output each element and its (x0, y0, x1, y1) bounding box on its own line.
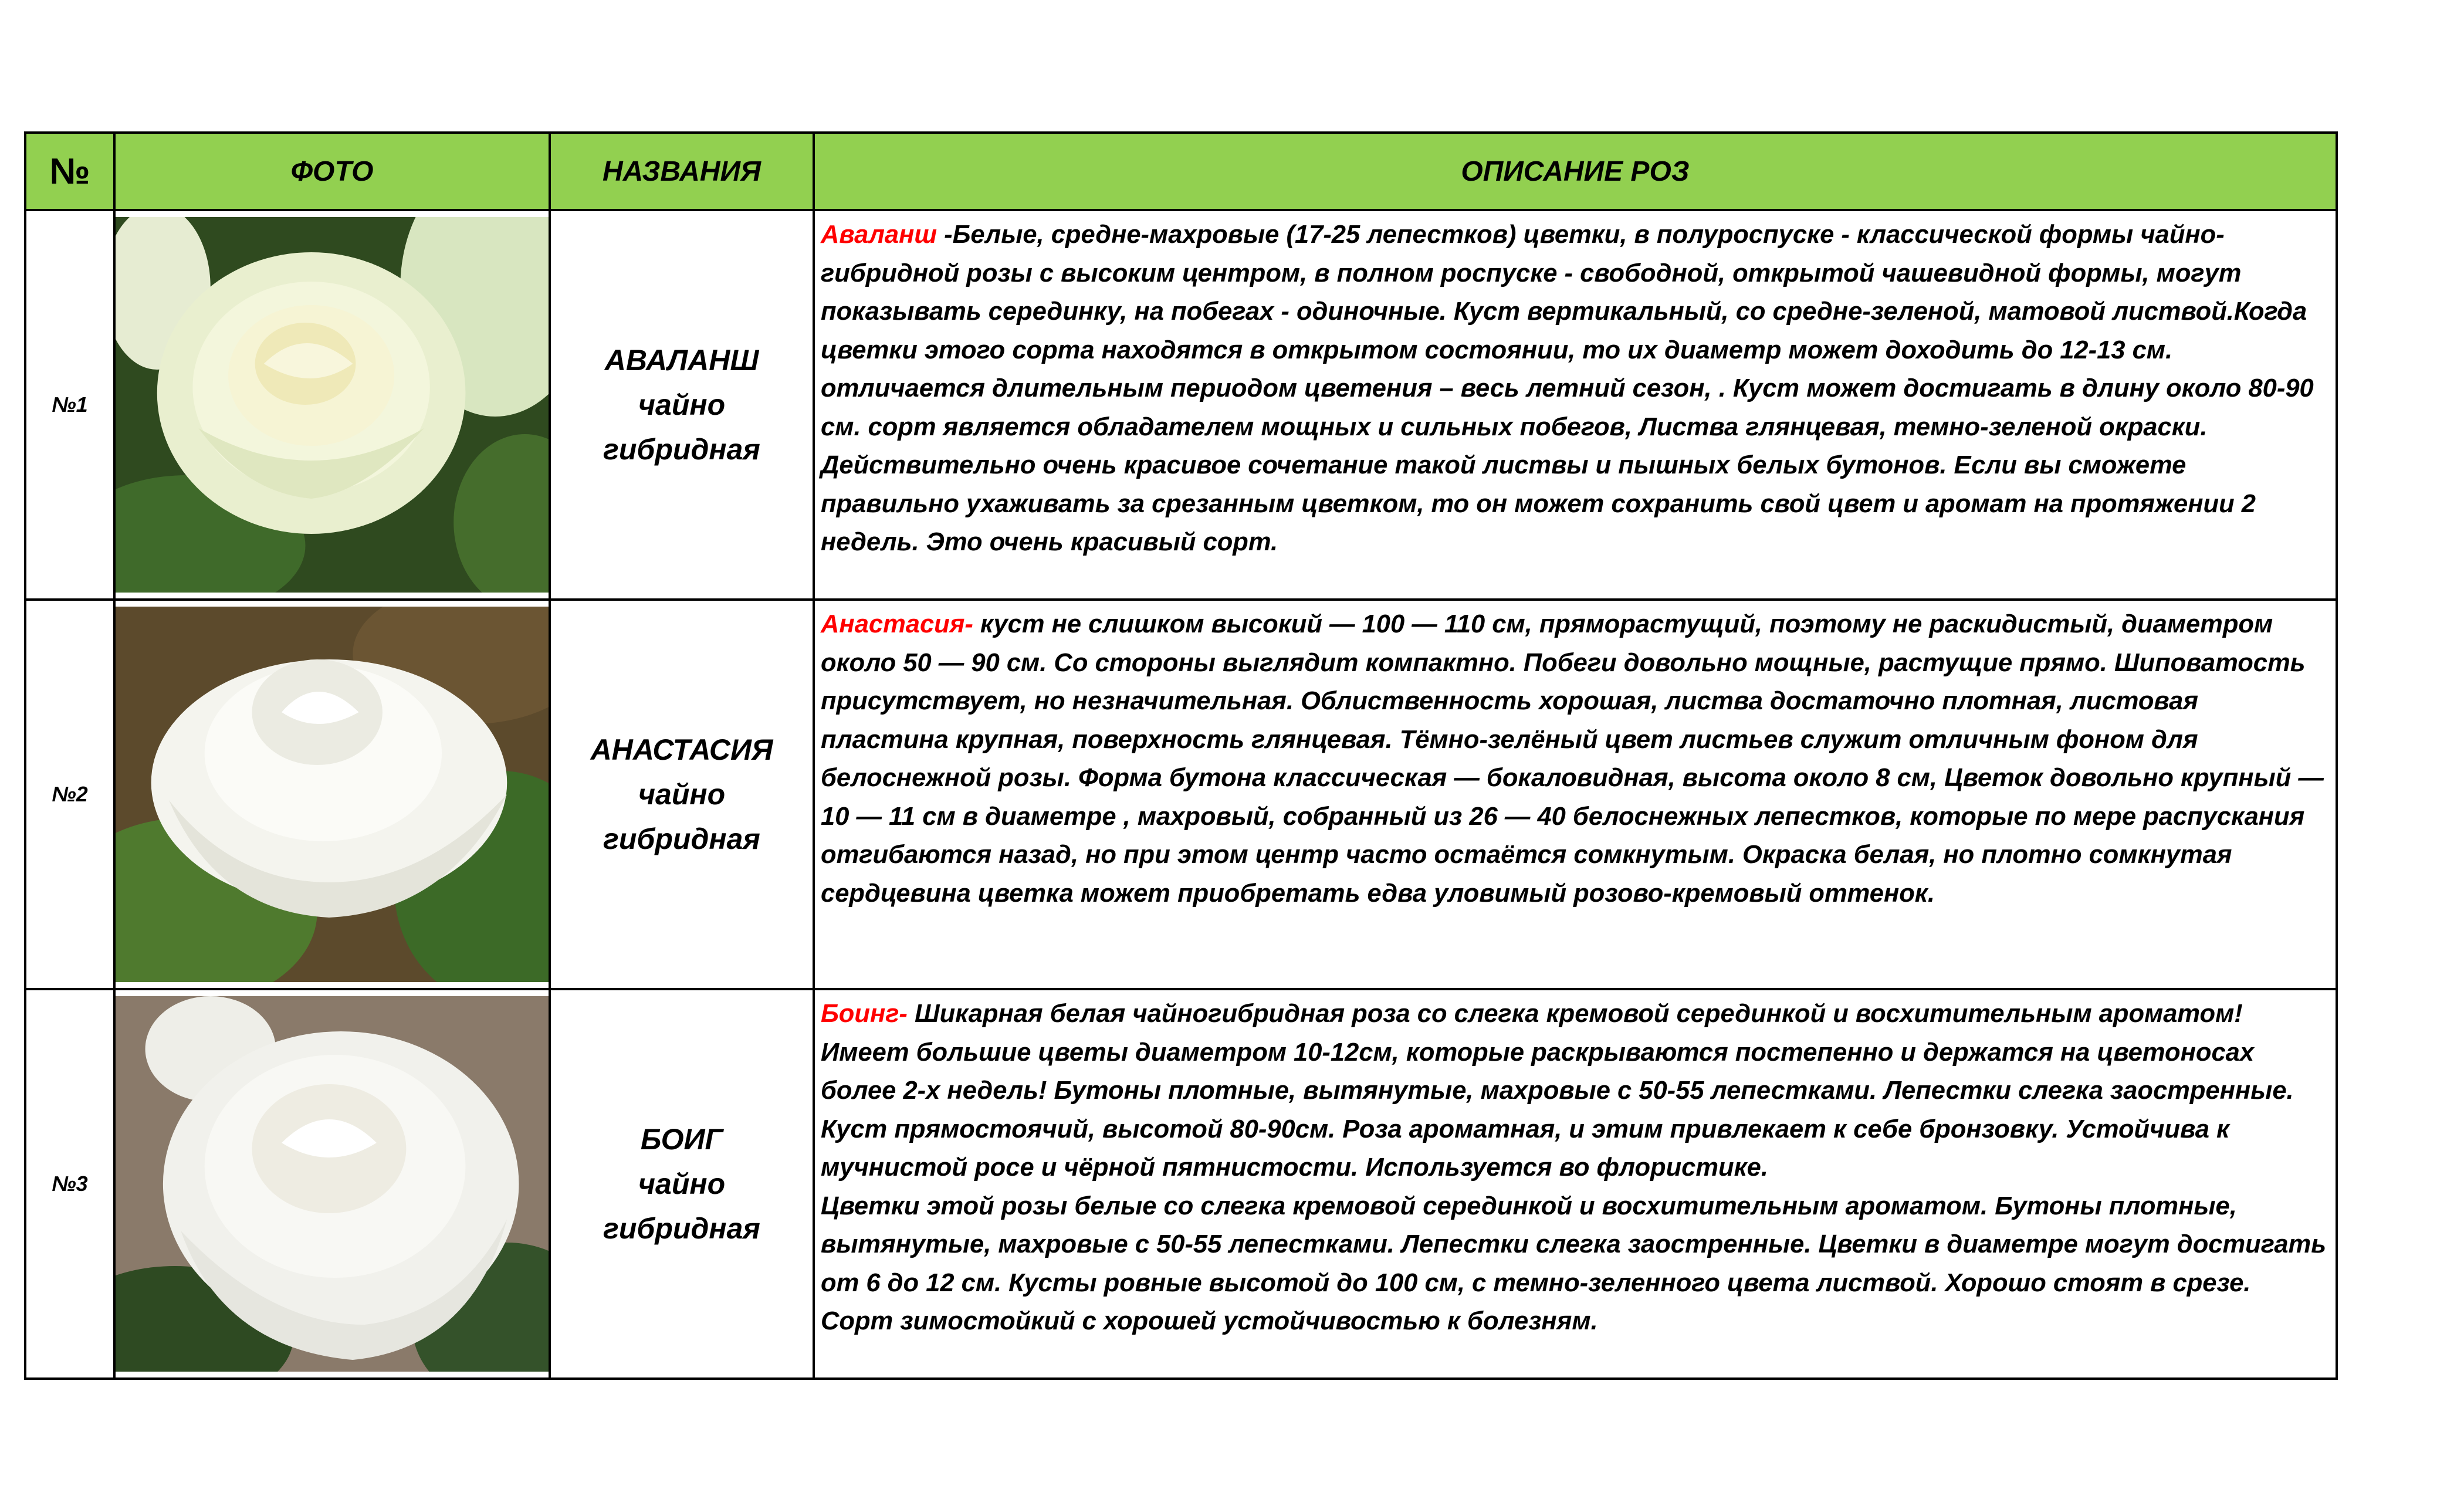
rose-photo-boeing (116, 996, 549, 1372)
description-text-continued: Цветки этой розы белые со слегка кремовой серединкой и восхитительным ароматом. Бутоны плотные, вытянутые, махровые с 50-55 лепестками. Лепестки слегка заостренные. Цветки в диаметре могут достигать от 6 до 12 см. Кусты ровные высотой до 100 см, с темно-зеленного цвета листвой. Хорошо стоят в срезе. Сорт зимостойкий с хорошей устойчивостью к болезням. (821, 1192, 2327, 1335)
rose-name: БОИГ (640, 1123, 723, 1156)
description-rose-name: Анастасия- (821, 610, 973, 638)
header-number: № (25, 133, 114, 210)
description-cell (814, 989, 2337, 1379)
description-text: -Белые, средне-махровые (17-25 лепестков) цветки, в полуроспуске - классической формы чайно-гибридной розы с высоким центром, в полном роспуске - свободной, открытой чашевидной формы, могут показывать серединку, на побегах - одиночные. Куст вертикальный, со средне-зеленой, матовой листвой.Когда цветки этого сорта находятся в открытом состоянии, то их диаметр может доходить до 12-13 см. отличается длительным периодом цветения – весь летний сезон, . Куст может достигать в длину около 80-90 см. сорт является обладателем мощных и сильных побегов, Листва глянцевая, темно-зеленой окраски. Действительно очень красивое сочетание такой листвы и пышных белых бутонов. Если вы сможете правильно ухаживать за срезанным цветком, то он может сохранить свой цвет и аромат на протяжении 2 недель. Это очень красивый сорт. (821, 221, 2314, 556)
description-text: Шикарная белая чайногибридная роза со слегка кремовой серединкой и восхитительным ароматом! Имеет большие цветы диаметром 10-12см, которые раскрываются постепенно и держатся на цветоносах более 2-х недель! Бутоны плотные, вытянутые, махровые с 50-55 лепестками. Лепестки слегка заостренные. Куст прямостоячий, высотой 80-90см. Роза ароматная, и этим привлекает к себе бронзовку. Устойчива к мучнистой росе и чёрной пятнистости. Используется во флористике. (821, 1000, 2294, 1182)
description-cell (814, 600, 2337, 989)
photo-cell (114, 210, 550, 600)
rose-catalog-table (24, 131, 2338, 1380)
rose-type: чайно (638, 778, 726, 811)
rose-name: АВАЛАНШ (604, 344, 759, 377)
name-cell (550, 600, 814, 989)
rose-photo-avalanche (116, 217, 549, 593)
table-row (25, 210, 2337, 600)
table-row (25, 989, 2337, 1379)
row-number: №1 (25, 210, 114, 600)
rose-photo-anastasia (116, 607, 549, 982)
description-rose-name: Боинг- (821, 1000, 908, 1028)
photo-cell (114, 600, 550, 989)
photo-cell (114, 989, 550, 1379)
name-cell (550, 989, 814, 1379)
row-number: №2 (25, 600, 114, 989)
rose-type: чайно (638, 388, 726, 421)
rose-type-suffix: гибридная (603, 823, 760, 855)
rose-type-suffix: гибридная (603, 1212, 760, 1245)
header-photo: ФОТО (114, 133, 550, 210)
rose-type-suffix: гибридная (603, 433, 760, 466)
description-text: куст не слишком высокий — 100 — 110 см, пряморастущий, поэтому не раскидистый, диаметром около 50 — 90 см. Со стороны выглядит компактно. Побеги довольно мощные, растущие прямо. Шиповатость присутствует, но незначительная. Облиственность хорошая, листва достаточно плотная, листовая пластина крупная, поверхность глянцевая. Тёмно-зелёный цвет листьев служит отличным фоном для белоснежной розы. Форма бутона классическая — бокаловидная, высота около 8 см, Цветок довольно крупный — 10 — 11 см в диаметре , махровый, собранный из 26 — 40 белоснежных лепестков, которые по мере распускания отгибаются назад, но при этом центр часто остаётся сомкнутым. Окраска белая, но плотно сомкнутая сердцевина цветка может приобретать едва уловимый розово-кремовый оттенок. (821, 610, 2324, 908)
header-description: ОПИСАНИЕ РОЗ (814, 133, 2337, 210)
row-number: №3 (25, 989, 114, 1379)
header-name: НАЗВАНИЯ (550, 133, 814, 210)
rose-name: АНАСТАСИЯ (590, 733, 773, 766)
rose-type: чайно (638, 1167, 726, 1200)
description-rose-name: Аваланш (821, 221, 937, 249)
description-cell (814, 210, 2337, 600)
header-row (25, 133, 2337, 210)
table-row (25, 600, 2337, 989)
name-cell (550, 210, 814, 600)
